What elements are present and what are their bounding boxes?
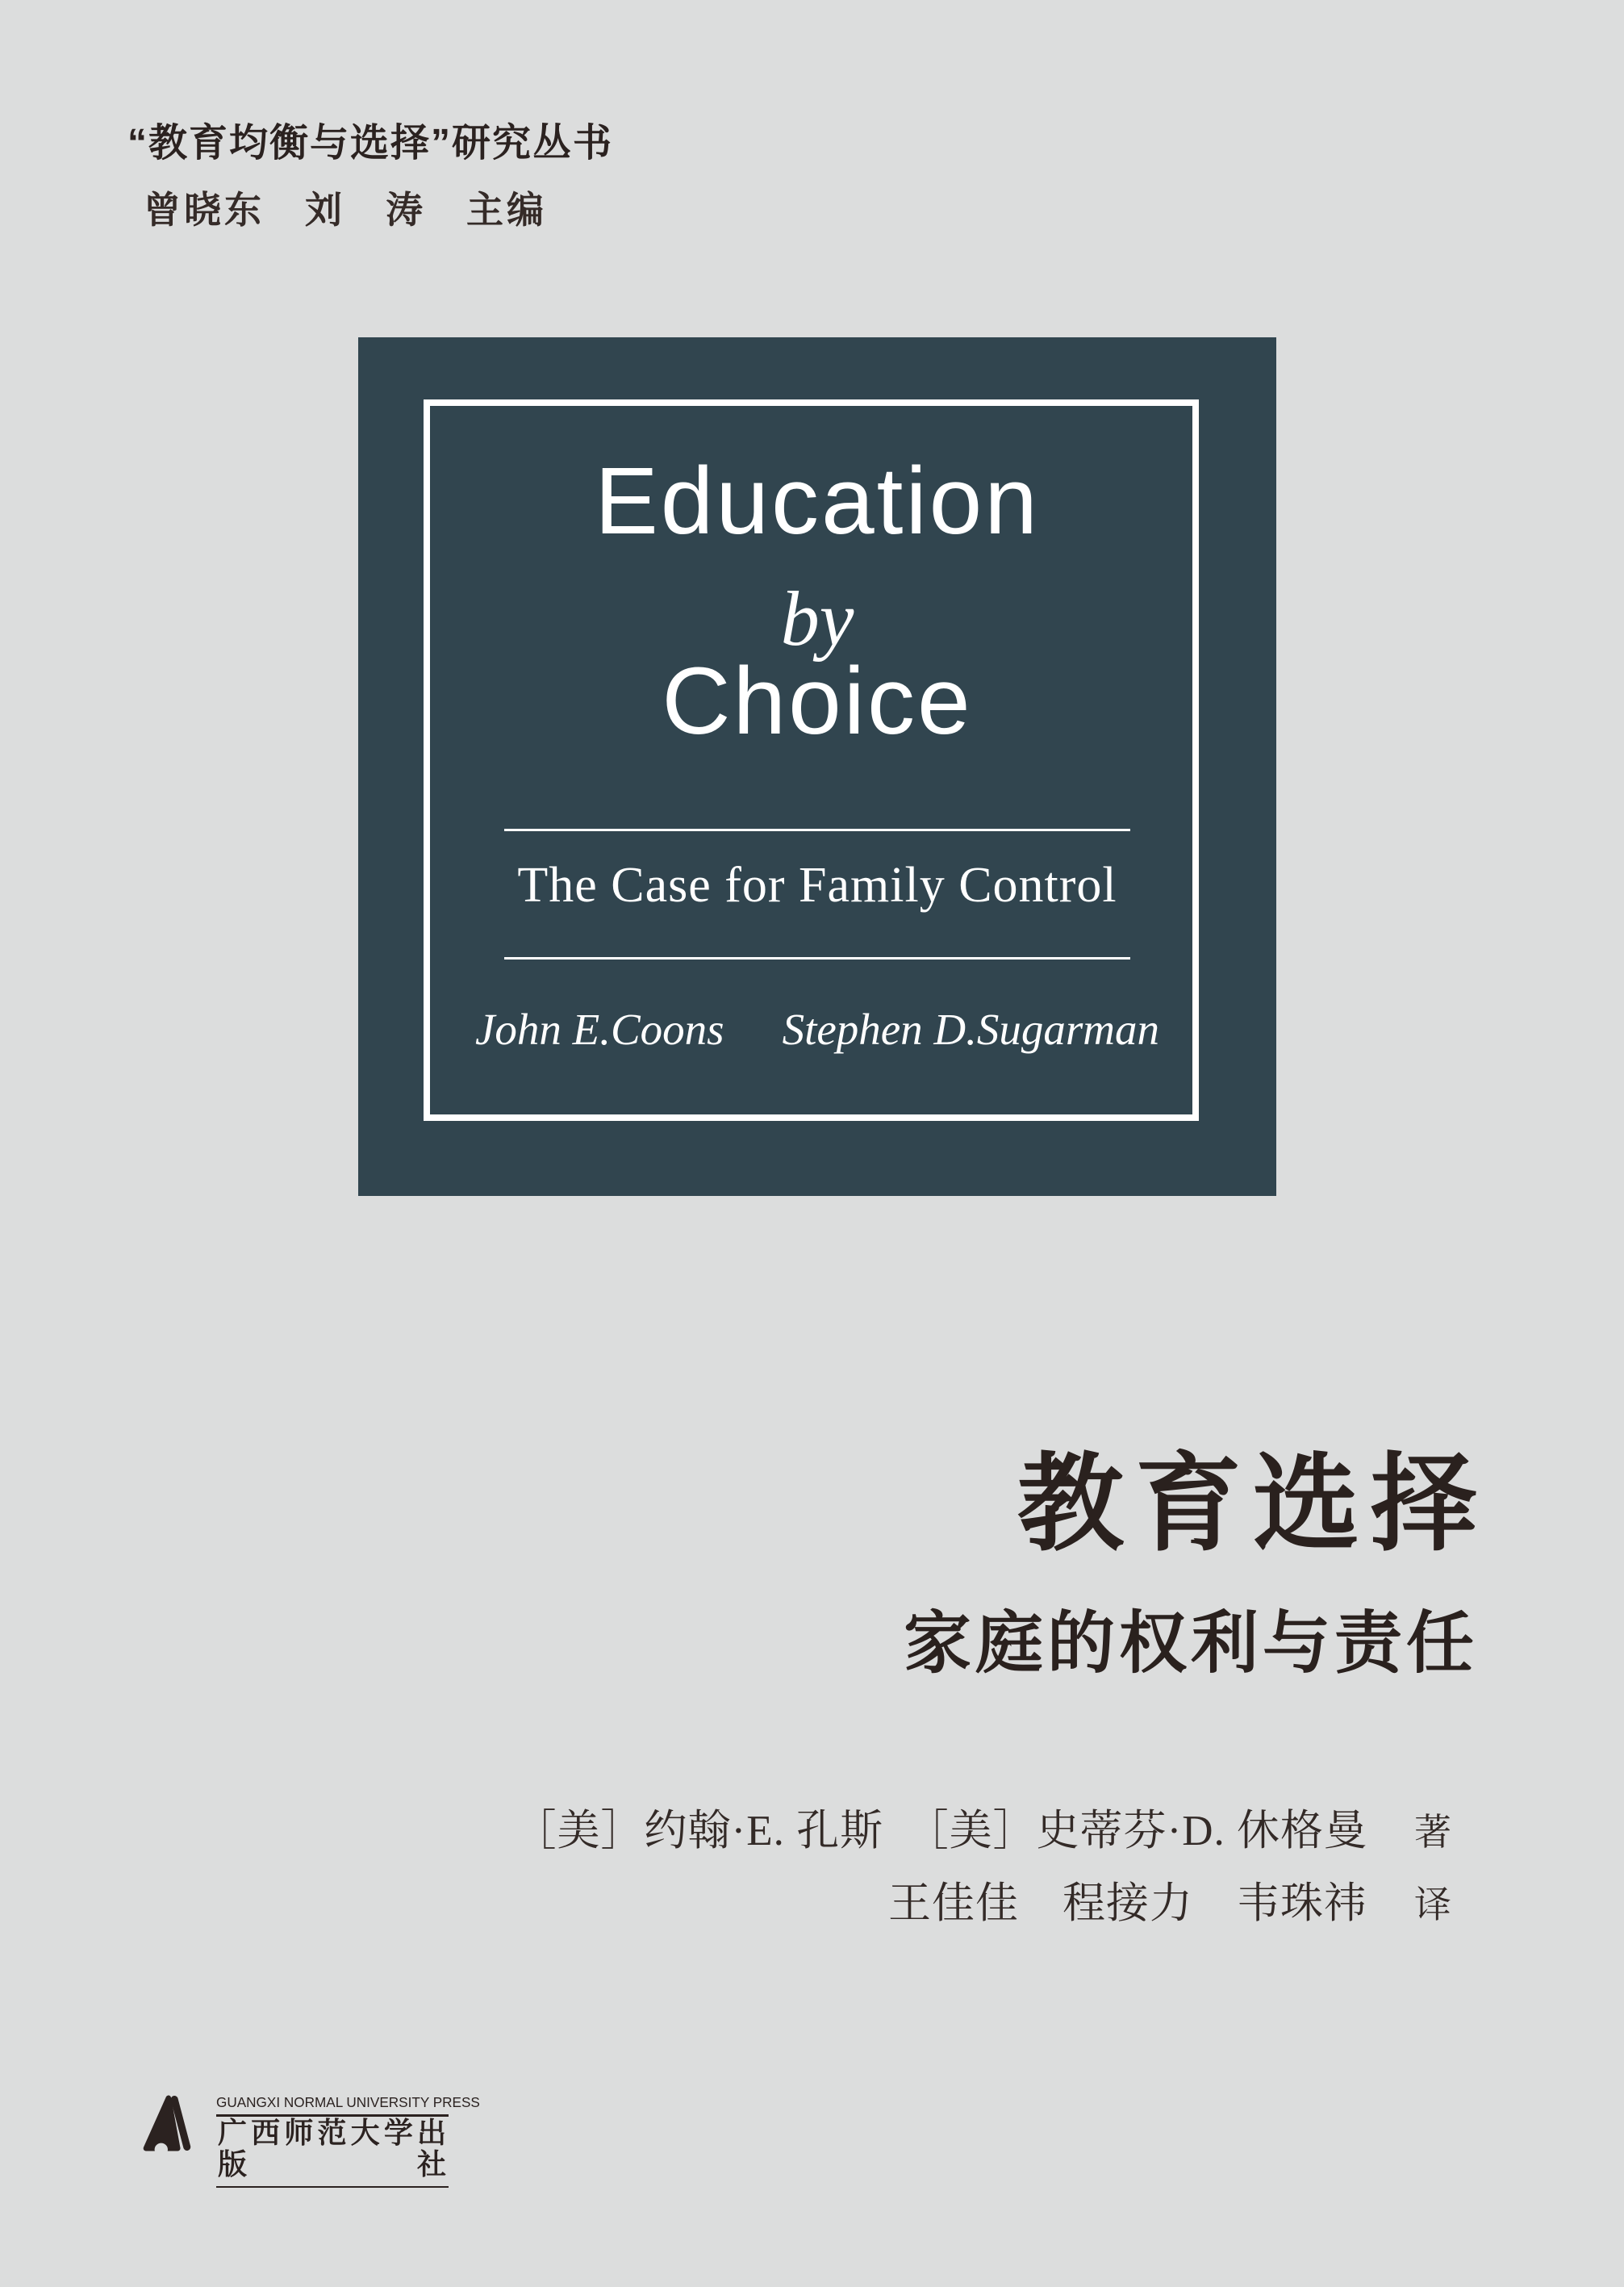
authors-names: ［美］约翰·E. 孔斯 ［美］史蒂芬·D. 休格曼: [513, 1808, 1367, 1854]
publisher-divider-bottom: [216, 2186, 449, 2189]
english-subtitle: The Case for Family Control: [517, 858, 1117, 913]
translators-credit-line: [888, 1869, 1451, 1930]
divider-below-subtitle: [504, 957, 1130, 960]
publisher-name-zh: 广西师范大学出版社: [218, 2116, 447, 2181]
english-title-connector: by: [780, 575, 854, 662]
english-title-word1: Education: [595, 448, 1040, 554]
authors-role: 著: [1414, 1812, 1451, 1853]
publisher-text-block: [216, 2092, 480, 2188]
publisher-name-en: GUANGXI NORMAL UNIVERSITY PRESS: [216, 2094, 480, 2110]
publisher-block: [142, 2092, 480, 2188]
english-title-panel: [358, 337, 1276, 1196]
authors-credit-line: [514, 1796, 1451, 1858]
english-title-word2: Choice: [662, 648, 973, 755]
chinese-subtitle: 家庭的权利与责任: [903, 1605, 1478, 1681]
english-author-2: Stephen D.Sugarman: [782, 1005, 1160, 1054]
divider-above-subtitle: [504, 829, 1130, 831]
translators-role: 译: [1414, 1884, 1451, 1925]
translators-names: 王佳佳 程接力 韦珠祎: [888, 1880, 1367, 1927]
chinese-main-title: 教育选择: [1017, 1445, 1488, 1563]
english-author-1: John E.Coons: [474, 1005, 724, 1054]
mountain-logo-icon: [142, 2092, 208, 2155]
english-authors: [358, 1001, 1276, 1059]
series-title: “教育均衡与选择”研究丛书: [127, 122, 614, 165]
series-editors: 曾晓东 刘 涛 主编: [144, 190, 547, 231]
